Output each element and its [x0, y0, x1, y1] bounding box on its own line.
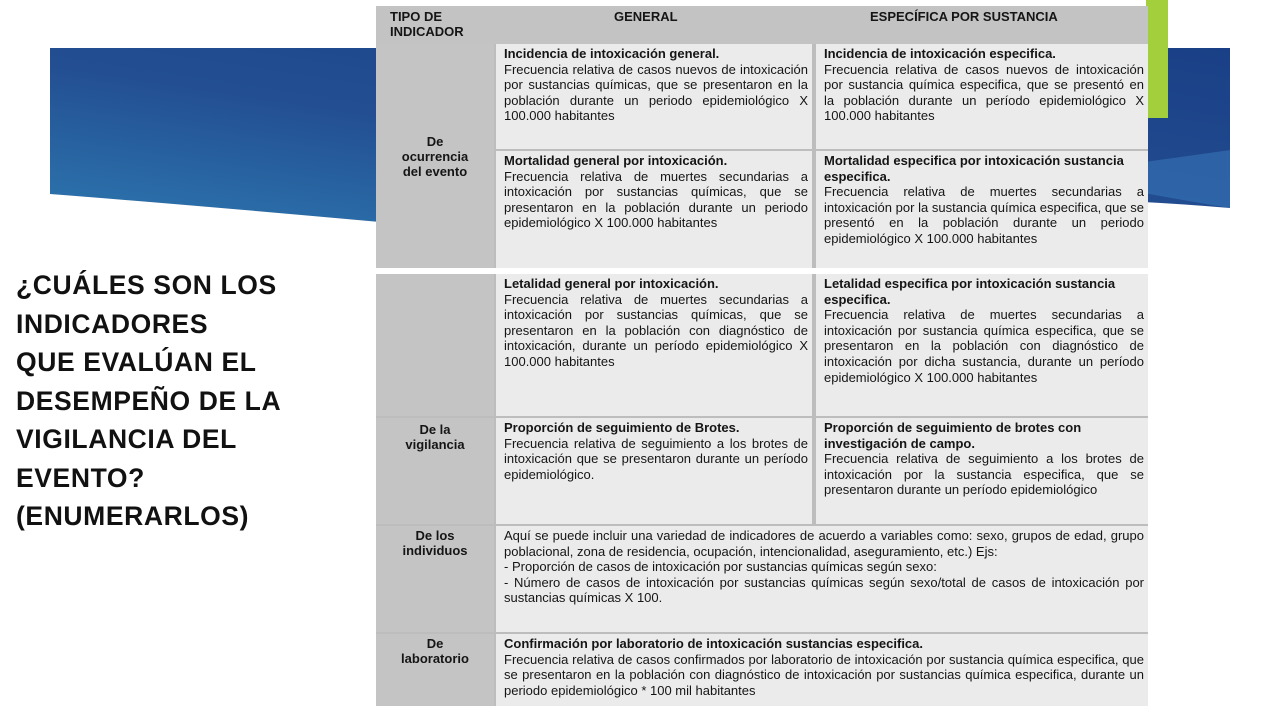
question-line: INDICADORES	[16, 308, 209, 339]
individuos-list	[504, 559, 1144, 606]
type-vigilancia: De la vigilancia	[376, 418, 494, 524]
indicator-title: Incidencia de intoxicación especifica.	[824, 46, 1056, 61]
indicator-text: Frecuencia relativa de seguimiento a los brotes de intoxicación que se presentaron durante un período epidemiológico.	[504, 435, 808, 482]
indicator-text: Frecuencia relativa de muertes secundarias a intoxicación por la sustancia química especifica, que se presentó en la población durante un periodo epidemiológico X 100.000 habitantes	[824, 184, 1144, 246]
general-mortalidad	[496, 151, 812, 268]
specific-brotes	[816, 418, 1148, 524]
indicator-text: Frecuencia relativa de casos nuevos de intoxicación por sustancias químicas, que se presentaron en la población durante un periodo epidemiológico X 100.000 habitantes	[504, 61, 808, 124]
indicator-text: Frecuencia relativa de seguimiento a los brotes de intoxicación por la sustancia especifica, que se presentaron durante un período epidemiológico	[824, 451, 1144, 498]
indicators-table	[376, 6, 1148, 706]
question-line: VIGILANCIA DEL	[16, 424, 237, 454]
general-brotes	[496, 418, 812, 524]
individuos-content	[496, 526, 1148, 632]
specific-incidencia	[816, 44, 1148, 149]
type-laboratorio: De laboratorio	[376, 634, 494, 706]
laboratorio-content	[496, 634, 1148, 706]
question-line: QUE EVALÚAN EL	[16, 347, 257, 377]
indicator-text: Frecuencia relativa de casos confirmados por laboratorio de intoxicación por sustancia química especifica, que se presentaron en la población con diagnóstico de intoxicación por sustancias química especifica, durante un periodo epidemiológico * 100 mil habitantes	[504, 651, 1144, 698]
page-break-gap	[376, 268, 1148, 274]
indicator-text: Frecuencia relativa de muertes secundarias a intoxicación por sustancias químicas, que se presentaron en la población durante un periodo epidemiológico X 100.000 habitantes	[504, 168, 808, 231]
accent-bar	[1146, 0, 1168, 118]
question-line: (ENUMERARLOS)	[16, 501, 250, 531]
header-tipo: TIPO DE INDICADOR	[376, 6, 494, 44]
list-item: - Proporción de casos de intoxicación por sustancias químicas según sexo:	[504, 559, 937, 575]
indicator-title: Confirmación por laboratorio de intoxicación sustancias especifica.	[504, 636, 923, 651]
type-individuos: De los individuos	[376, 526, 494, 632]
question-line: ¿CUÁLES SON LOS	[16, 270, 277, 300]
indicator-title: Proporción de seguimiento de Brotes.	[504, 420, 740, 435]
general-letalidad	[496, 274, 812, 416]
indicator-text: Frecuencia relativa de casos nuevos de intoxicación por sustancia química especifica, que se presentó en la población durante un período epidemiológico X 100.000 habitantes	[824, 61, 1144, 124]
specific-letalidad	[816, 274, 1148, 416]
list-item: - Número de casos de intoxicación por sustancias químicas según sexo/total de casos de intoxicación por sustancias químicas X 100.	[504, 574, 1144, 606]
question-line: DESEMPEÑO DE LA	[16, 385, 282, 416]
question-line: EVENTO?	[16, 462, 145, 493]
general-incidencia	[496, 44, 812, 149]
indicator-title: Incidencia de intoxicación general.	[504, 46, 720, 61]
slide-question	[16, 266, 366, 536]
header-general: GENERAL	[494, 6, 814, 44]
indicator-title: Proporción de seguimiento de brotes con investigación de campo.	[824, 420, 1082, 451]
type-continuation	[376, 274, 494, 416]
header-especifica: ESPECÍFICA POR SUSTANCIA	[814, 6, 1148, 44]
indicator-text: Frecuencia relativa de muertes secundarias a intoxicación por sustancias químicas, que se presentaron en la población con diagnóstico de intoxicación, durante un período epidemiológico X 100.000 habitantes	[504, 291, 808, 369]
indicator-text: Frecuencia relativa de muertes secundarias a intoxicación por sustancia química especifica, que se presentaron en la población con diagnóstico de intoxicación por dicha sustancia, durante un período epidemiológico X 100.000 habitantes	[824, 307, 1144, 385]
indicator-title: Letalidad general por intoxicación.	[504, 276, 719, 291]
individuos-intro: Aquí se puede incluir una variedad de indicadores de acuerdo a variables como: sexo, grupos de edad, grupo poblacional, zona de residencia, ocupación, intencionalidad, aseguramiento, etc.) Ejs:	[504, 528, 1144, 559]
indicator-title: Mortalidad especifica por intoxicación sustancia especifica.	[824, 153, 1124, 184]
specific-mortalidad	[816, 151, 1148, 268]
type-ocurrencia: De ocurrencia del evento	[376, 44, 494, 268]
indicator-title: Letalidad especifica por intoxicación sustancia especifica.	[824, 276, 1116, 307]
indicator-title: Mortalidad general por intoxicación.	[504, 153, 728, 168]
